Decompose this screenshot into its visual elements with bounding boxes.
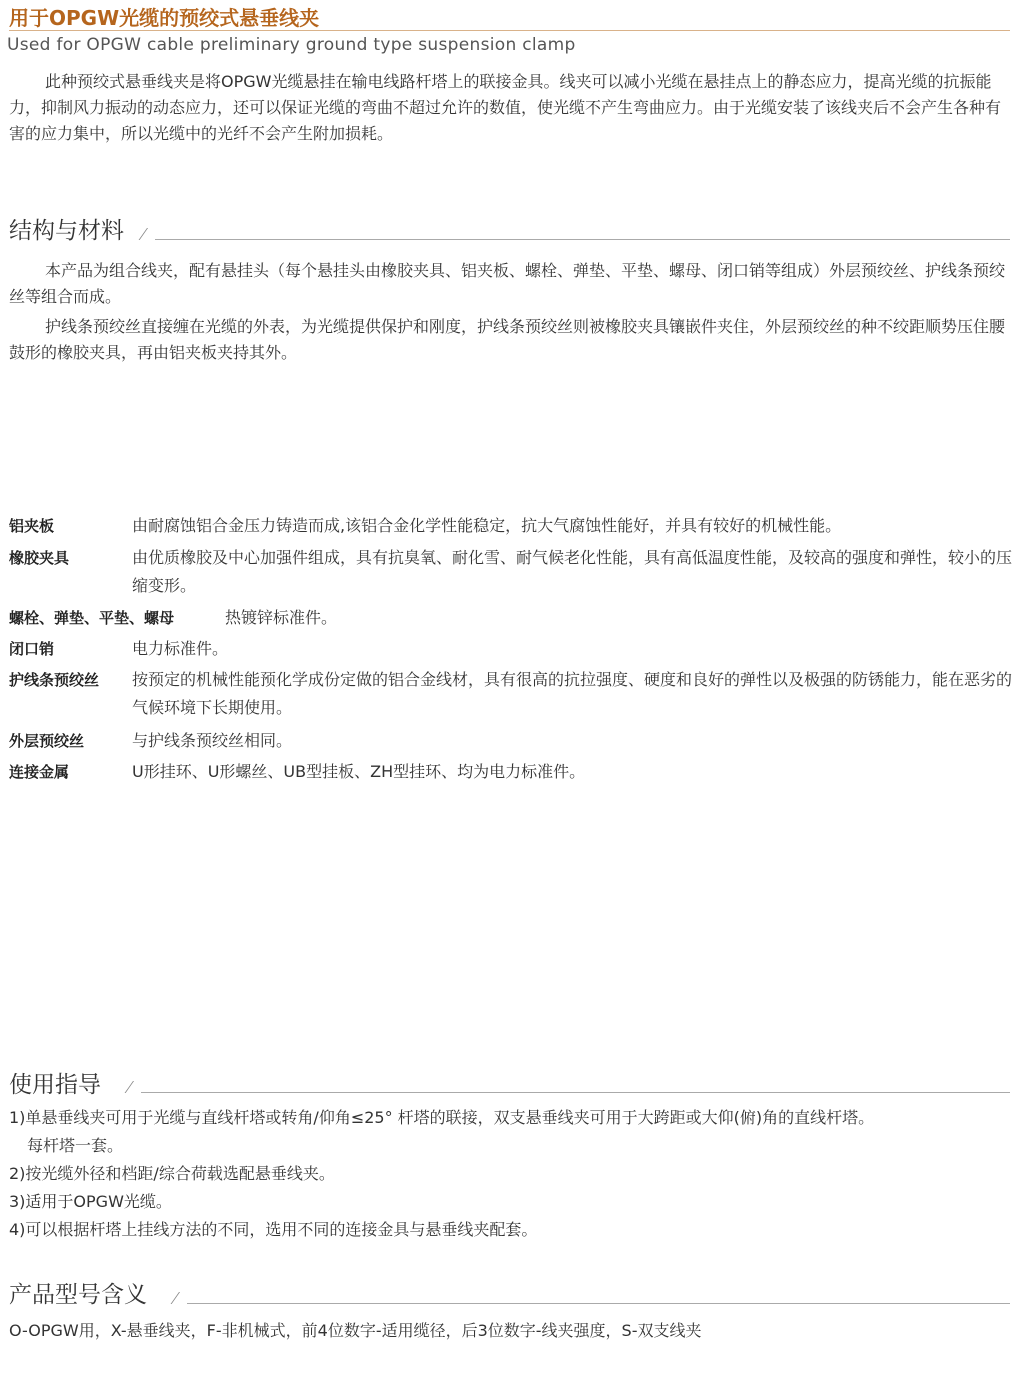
intro-paragraph: 此种预绞式悬垂线夹是将OPGW光缆悬挂在输电线路杆塔上的联接金具。线夹可以减小光缆在悬挂点上的静态应力，提高光缆的抗振能力，抑制风力振动的动态应力，还可以保证光缆的弯曲不超过允许的数值，使光缆不产生弯曲应力。由于光缆安装了该线夹后不会产生各种有害的应力集中，所以光缆中的光纤不会产生附加损耗。 xyxy=(9,72,1002,143)
guide-item xyxy=(9,1216,1014,1244)
section-heading-guide: 使用指导 xyxy=(9,1072,101,1098)
section-heading-model: 产品型号含义 xyxy=(9,1282,147,1308)
page-title: 用于OPGW光缆的预绞式悬垂线夹 xyxy=(9,6,320,30)
page-subtitle: Used for OPGW cable preliminary ground type suspension clamp xyxy=(7,35,576,55)
material-desc: 与护线条预绞丝相同。 xyxy=(132,731,293,750)
guide-item xyxy=(9,1104,1014,1160)
heading-divider xyxy=(133,1081,1010,1093)
material-label: 铝夹板 xyxy=(9,517,55,535)
guide-item-text: 2)按光缆外径和档距/综合荷载选配悬垂线夹。 xyxy=(9,1164,335,1183)
heading-divider xyxy=(147,228,1010,240)
material-desc: 由耐腐蚀铝合金压力铸造而成,该铝合金化学性能稳定，抗大气腐蚀性能好，并具有较好的机械性能。 xyxy=(132,516,842,535)
guide-item-continuation: 每杆塔一套。 xyxy=(27,1136,124,1155)
material-label: 外层预绞丝 xyxy=(9,732,85,750)
material-desc: 按预定的机械性能预化学成份定做的铝合金线材，具有很高的抗拉强度、硬度和良好的弹性以及极强的防锈能力，能在恶劣的气候环境下长期使用。 xyxy=(132,670,1013,717)
material-label: 护线条预绞丝 xyxy=(9,671,100,689)
heading-divider xyxy=(179,1292,1010,1304)
material-label: 橡胶夹具 xyxy=(9,549,70,567)
guide-item-text: 1)单悬垂线夹可用于光缆与直线杆塔或转角/仰角≤25° 杆塔的联接，双支悬垂线夹可用于大跨距或大仰(俯)角的直线杆塔。 xyxy=(9,1108,875,1127)
title-divider xyxy=(9,30,1010,31)
structure-paragraph-1: 本产品为组合线夹，配有悬挂头（每个悬挂头由橡胶夹具、铝夹板、螺栓、弹垫、平垫、螺母、闭口销等组成）外层预绞丝、护线条预绞丝等组合而成。 xyxy=(9,261,1006,306)
structure-paragraph-2: 护线条预绞丝直接缠在光缆的外表，为光缆提供保护和刚度，护线条预绞丝则被橡胶夹具镶嵌件夹住，外层预绞丝的种不绞距顺势压住腰鼓形的橡胶夹具，再由铝夹板夹持其外。 xyxy=(9,317,1006,362)
material-desc: 由优质橡胶及中心加强件组成，具有抗臭氧、耐化雪、耐气候老化性能，具有高低温度性能，及较高的强度和弹性，较小的压缩变形。 xyxy=(132,548,1013,595)
material-label: 闭口销 xyxy=(9,640,55,658)
guide-item-text: 3)适用于OPGW光缆。 xyxy=(9,1192,172,1211)
material-desc: U形挂环、U形螺丝、UB型挂板、ZH型挂环、均为电力标准件。 xyxy=(132,762,586,781)
guide-item xyxy=(9,1188,1014,1216)
section-heading-structure: 结构与材料 xyxy=(9,218,124,244)
model-description: O-OPGW用，X-悬垂线夹，F-非机械式，前4位数字-适用缆径，后3位数字-线夹强度，S-双支线夹 xyxy=(9,1321,702,1340)
material-label: 连接金属 xyxy=(9,763,70,781)
guide-item-text: 4)可以根据杆塔上挂线方法的不同，选用不同的连接金具与悬垂线夹配套。 xyxy=(9,1220,538,1239)
material-desc: 热镀锌标准件。 xyxy=(225,608,338,627)
material-desc: 电力标准件。 xyxy=(132,639,229,658)
guide-item xyxy=(9,1160,1014,1188)
material-label: 螺栓、弹垫、平垫、螺母 xyxy=(9,609,175,627)
